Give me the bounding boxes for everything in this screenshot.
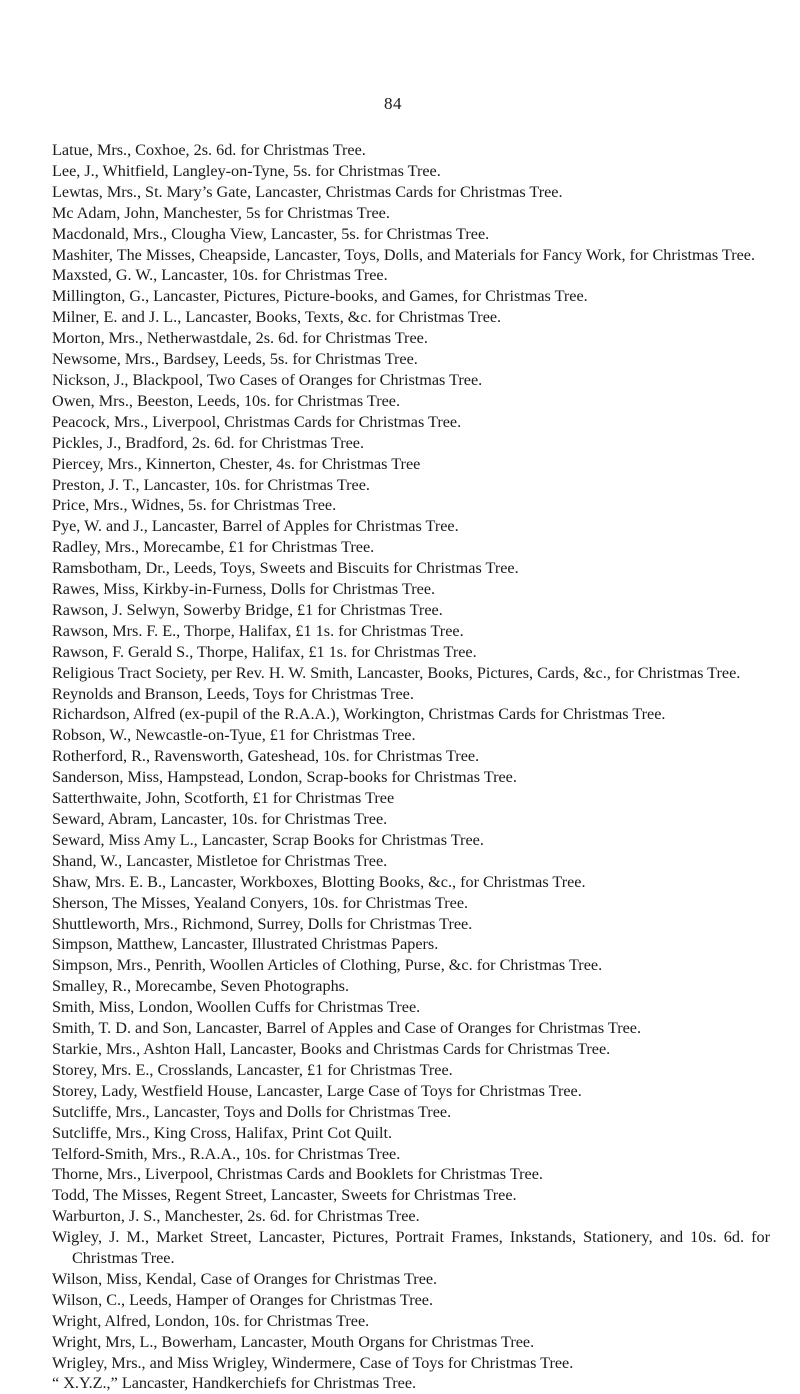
donor-entry: Starkie, Mrs., Ashton Hall, Lancaster, Books and Christmas Cards for Christmas Tree. — [52, 1039, 611, 1058]
donor-entry: Todd, The Misses, Regent Street, Lancaster, Sweets for Christmas Tree. — [52, 1186, 517, 1205]
donor-entry: Milner, E. and J. L., Lancaster, Books, Texts, &c. for Christmas Tree. — [52, 308, 502, 327]
donor-entry: Satterthwaite, John, Scotforth, £1 for Christmas Tree — [52, 789, 395, 808]
donor-entry: “ X.Y.Z.,” Lancaster, Handkerchiefs for Christmas Tree. — [52, 1374, 417, 1393]
donor-entry: Mc Adam, John, Manchester, 5s for Christmas Tree. — [52, 203, 390, 222]
donor-entry: Nickson, J., Blackpool, Two Cases of Oranges for Christmas Tree. — [52, 370, 483, 389]
donor-entry: Rawson, Mrs. F. E., Thorpe, Halifax, £1 1s. for Christmas Tree. — [52, 621, 464, 640]
donor-entry: Owen, Mrs., Beeston, Leeds, 10s. for Christmas Tree. — [52, 391, 400, 410]
donor-entry: Wigley, J. M., Market Street, Lancaster, Pictures, Portrait Frames, Inkstands, Stationery, and 10s. 6d. for Christmas Tree. — [52, 1228, 770, 1268]
donor-entry: Telford-Smith, Mrs., R.A.A., 10s. for Christmas Tree. — [52, 1144, 401, 1163]
donor-entry: Sutcliffe, Mrs., King Cross, Halifax, Print Cot Quilt. — [52, 1123, 393, 1142]
donor-entry: Shand, W., Lancaster, Mistletoe for Christmas Tree. — [52, 851, 388, 870]
donor-entry: Seward, Miss Amy L., Lancaster, Scrap Books for Christmas Tree. — [52, 830, 484, 849]
donor-entry: Pickles, J., Bradford, 2s. 6d. for Christmas Tree. — [52, 433, 365, 452]
donor-entry: Macdonald, Mrs., Clougha View, Lancaster, 5s. for Christmas Tree. — [52, 224, 490, 243]
donor-entry: Storey, Mrs. E., Crosslands, Lancaster, £1 for Christmas Tree. — [52, 1060, 453, 1079]
donor-entry: Smalley, R., Morecambe, Seven Photographs. — [52, 977, 350, 996]
donor-entry: Peacock, Mrs., Liverpool, Christmas Cards for Christmas Tree. — [52, 412, 462, 431]
donor-entry: Price, Mrs., Widnes, 5s. for Christmas Tree. — [52, 496, 337, 515]
donor-entry: Pye, W. and J., Lancaster, Barrel of Apples for Christmas Tree. — [52, 517, 459, 536]
donor-entry: Maxsted, G. W., Lancaster, 10s. for Christmas Tree. — [52, 266, 388, 285]
donor-entry: Shaw, Mrs. E. B., Lancaster, Workboxes, Blotting Books, &c., for Christmas Tree. — [52, 872, 586, 891]
donor-entry: Simpson, Mrs., Penrith, Woollen Articles of Clothing, Purse, &c. for Christmas Tree. — [52, 956, 603, 975]
donor-entry: Wilson, Miss, Kendal, Case of Oranges for Christmas Tree. — [52, 1269, 438, 1288]
donor-entry: Smith, Miss, London, Woollen Cuffs for Christmas Tree. — [52, 998, 421, 1017]
donor-entry: Piercey, Mrs., Kinnerton, Chester, 4s. for Christmas Tree — [52, 454, 421, 473]
donor-entry: Radley, Mrs., Morecambe, £1 for Christmas Tree. — [52, 538, 375, 557]
donor-entry: Ramsbotham, Dr., Leeds, Toys, Sweets and Biscuits for Christmas Tree. — [52, 559, 519, 578]
donor-entry: Wright, Alfred, London, 10s. for Christmas Tree. — [52, 1311, 370, 1330]
donor-entry: Sherson, The Misses, Yealand Conyers, 10s. for Christmas Tree. — [52, 893, 469, 912]
donor-entry: Wright, Mrs, L., Bowerham, Lancaster, Mouth Organs for Christmas Tree. — [52, 1332, 535, 1351]
donor-list — [52, 140, 770, 1394]
donor-entry: Lewtas, Mrs., St. Mary’s Gate, Lancaster, Christmas Cards for Christmas Tree. — [52, 182, 563, 201]
donor-entry: Lee, J., Whitfield, Langley-on-Tyne, 5s. for Christmas Tree. — [52, 161, 441, 180]
donor-entry: Reynolds and Branson, Leeds, Toys for Christmas Tree. — [52, 684, 414, 703]
donor-entry: Latue, Mrs., Coxhoe, 2s. 6d. for Christmas Tree. — [52, 141, 366, 159]
donor-entry: Warburton, J. S., Manchester, 2s. 6d. for Christmas Tree. — [52, 1207, 420, 1226]
donor-entry: Millington, G., Lancaster, Pictures, Picture-books, and Games, for Christmas Tree. — [52, 287, 588, 306]
page-number: 84 — [384, 94, 402, 113]
donor-entry: Rawson, J. Selwyn, Sowerby Bridge, £1 for Christmas Tree. — [52, 600, 443, 619]
donor-entry: Richardson, Alfred (ex-pupil of the R.A.A.), Workington, Christmas Cards for Christmas Tree. — [52, 705, 666, 724]
donor-entry: Shuttleworth, Mrs., Richmond, Surrey, Dolls for Christmas Tree. — [52, 914, 473, 933]
donor-entry: Mashiter, The Misses, Cheapside, Lancaster, Toys, Dolls, and Materials for Fancy Work, for Christmas Tree. — [52, 245, 756, 264]
donor-entry: Seward, Abram, Lancaster, 10s. for Christmas Tree. — [52, 810, 388, 828]
donor-entry: Preston, J. T., Lancaster, 10s. for Christmas Tree. — [52, 475, 370, 494]
donor-entry: Storey, Lady, Westfield House, Lancaster, Large Case of Toys for Christmas Tree. — [52, 1081, 582, 1100]
donor-entry: Newsome, Mrs., Bardsey, Leeds, 5s. for Christmas Tree. — [52, 350, 418, 369]
donor-entry: Rawson, F. Gerald S., Thorpe, Halifax, £1 1s. for Christmas Tree. — [52, 642, 477, 661]
donor-entry: Wrigley, Mrs., and Miss Wrigley, Windermere, Case of Toys for Christmas Tree. — [52, 1353, 574, 1372]
donor-entry: Religious Tract Society, per Rev. H. W. Smith, Lancaster, Books, Pictures, Cards, &c., for Christmas Tree. — [52, 663, 741, 682]
donor-entry: Wilson, C., Leeds, Hamper of Oranges for Christmas Tree. — [52, 1290, 434, 1309]
donor-entry: Sanderson, Miss, Hampstead, London, Scrap-books for Christmas Tree. — [52, 768, 517, 787]
donor-entry: Smith, T. D. and Son, Lancaster, Barrel of Apples and Case of Oranges for Christmas Tree. — [52, 1019, 642, 1038]
donor-entry: Morton, Mrs., Netherwastdale, 2s. 6d. for Christmas Tree. — [52, 329, 428, 348]
donor-entry: Thorne, Mrs., Liverpool, Christmas Cards and Booklets for Christmas Tree. — [52, 1165, 543, 1184]
donor-entry: Simpson, Matthew, Lancaster, Illustrated Christmas Papers. — [52, 935, 439, 954]
donor-entry: Rotherford, R., Ravensworth, Gateshead, 10s. for Christmas Tree. — [52, 747, 480, 766]
donor-entry: Rawes, Miss, Kirkby-in-Furness, Dolls for Christmas Tree. — [52, 580, 436, 599]
donor-entry: Sutcliffe, Mrs., Lancaster, Toys and Dolls for Christmas Tree. — [52, 1102, 452, 1121]
donor-entry: Robson, W., Newcastle-on-Tyue, £1 for Christmas Tree. — [52, 726, 416, 745]
